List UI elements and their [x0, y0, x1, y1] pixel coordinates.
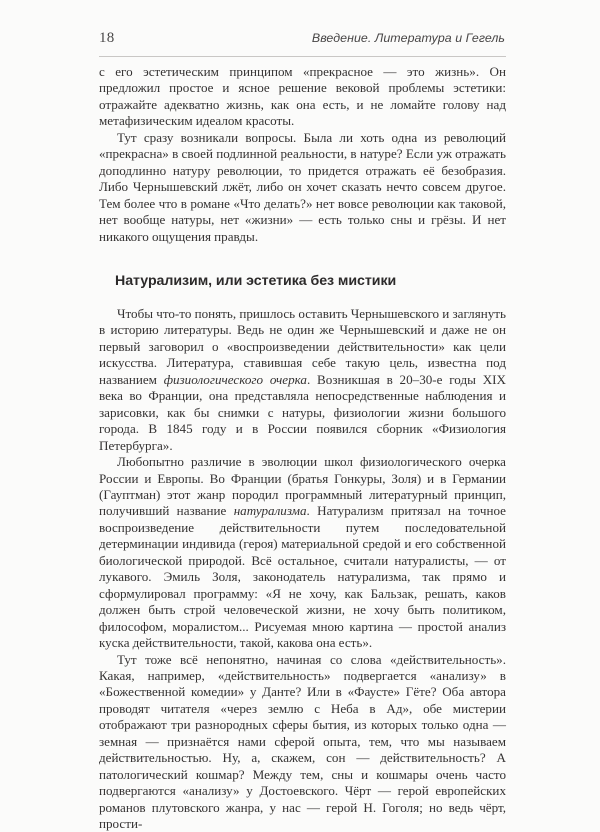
paragraph-text-part: . Натурализм притязал на точное воспроизведение действительности путем последовательной детерминации индивида (героя) материальной средой и его собственной биологической природой. Всё остальное, считали натуралисты, — от лукавого. Эмиль Золя, законодатель натурализма, так прямо и сформулировал программу: «Я не хочу, как Бальзак, решать, каков должен быть строй человеческой жизни, не хочу быть политиком, философом, моралистом... Рисуемая мною картина — простой анализ куска действительности, такой, какова она есть».	[99, 503, 506, 650]
paragraph	[99, 306, 506, 454]
paragraph: Тут сразу возникали вопросы. Была ли хоть одна из революций «прекрасна» в своей подлинной реальности, в натуре? Если уж отражать доподлинно натуру революции, то придется отражать её безобразия. Либо Чернышевский лжёт, либо он хочет сказать нечто совсем другое. Тем более что в романе «Что делать?» нет вовсе революции как таковой, нет вообще натуры, нет «жизни» — есть только сны и грёзы. И нет никакого ощущения правды.	[99, 130, 506, 245]
section-heading: Натурализим, или эстетика без мистики	[99, 245, 506, 306]
paragraph-continued: с его эстетическим принципом «прекрасное — это жизнь». Он предложил простое и ясное решение вековой проблемы эстетики: отражайте адекватно жизнь, как она есть, и не ломайте голову над метафизическим идеалом красоты.	[99, 64, 506, 130]
header-divider	[99, 56, 506, 57]
running-head-title: Введение. Литература и Гегель	[312, 30, 505, 47]
text-column	[99, 64, 506, 832]
paragraph-text-part: Любопытно различие в эволюции школ физиологического очерка России и Европы. Во Франции (братья Гонкуры, Золя) и в Германии (Гауптман) этот жанр породил программный литературный принцип, получивший название	[99, 454, 506, 518]
paragraph	[99, 454, 506, 651]
emphasis-term: натурализма	[234, 503, 307, 518]
emphasis-term: физиологического очерка	[164, 372, 307, 387]
page-number: 18	[99, 30, 114, 47]
paragraph-text-part: . Возникшая в 20–30-е годы XIX века во Франции, она представляла непосредственные наблюдения и зарисовки, как бы снимки с натуры, физиологии жизни большого города. В 1845 году и в России появился сборник «Физиология Петербурга».	[99, 372, 506, 453]
paragraph-text-part: Чтобы что-то понять, пришлось оставить Чернышевского и заглянуть в историю литературы. Ведь не один же Чернышевский и даже не он первый заговорил о «воспроизведении действительности» как цели искусства. Литература, ставившая себе такую цель, известна под названием	[99, 306, 506, 387]
paragraph: Тут тоже всё непонятно, начиная со слова «действительность». Какая, например, «действительность» подвергается «анализу» в «Божественной комедии» у Данте? Или в «Фаусте» Гёте? Оба автора проводят читателя «через землю с Неба в Ад», обе мистерии отображают три разнородных сферы бытия, из которых только одна — земная — признаётся нами сферой опыта, тем, что мы называем действительностью. Ну, а, скажем, сон — действительность? А патологический кошмар? Между тем, сны и кошмары очень часто подвергаются «анализу» у Достоевского. Чёрт — герой европейских романов плутовского жанра, у нас — герой Н. Гоголя; но ведь чёрт, прости-	[99, 652, 506, 832]
running-head	[99, 30, 505, 54]
